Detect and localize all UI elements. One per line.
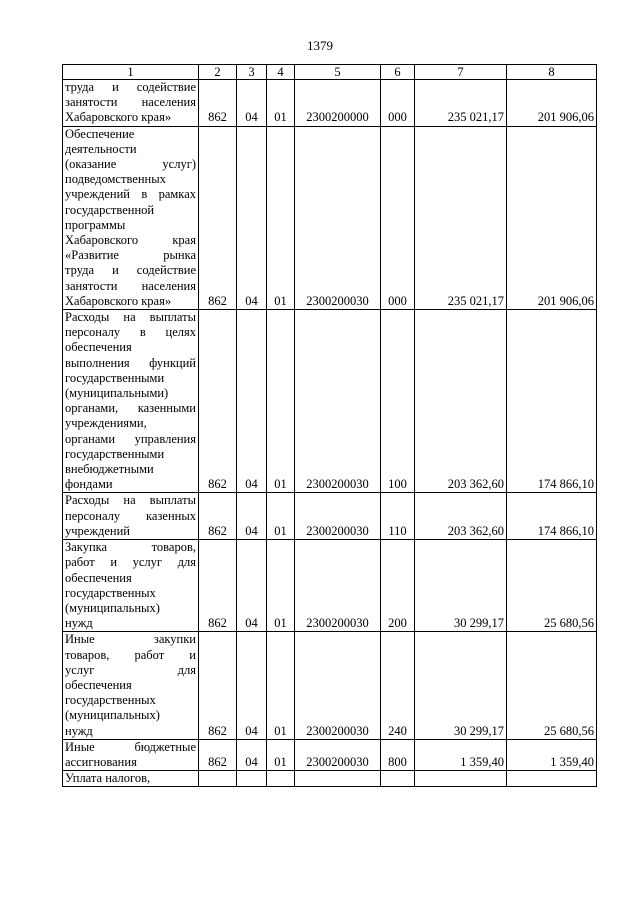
- target-article-cell: 2300200030: [295, 310, 381, 493]
- item-name-line: (оказание услуг): [65, 157, 196, 172]
- header-row: [63, 65, 597, 80]
- item-name-line: услуг для: [65, 662, 196, 677]
- table-body: [63, 80, 597, 787]
- target-article-cell: 2300200030: [295, 739, 381, 770]
- amount-year-2-cell: [507, 771, 597, 787]
- item-name-line: занятости населения: [65, 278, 196, 293]
- item-name-line: государственных: [65, 585, 156, 600]
- target-article-cell: 2300200030: [295, 540, 381, 632]
- expense-type-cell: 110: [381, 493, 415, 540]
- column-header-2: 2: [199, 65, 237, 80]
- item-name-line: деятельности: [65, 141, 137, 156]
- item-name-line: персоналу казенных: [65, 508, 196, 523]
- item-name-line: подведомственных: [65, 172, 166, 187]
- item-name-line: государственных: [65, 693, 156, 708]
- item-name-line: государственными: [65, 446, 165, 461]
- column-header-7: 7: [415, 65, 507, 80]
- section-cell: 04: [237, 540, 267, 632]
- item-name-cell: [63, 493, 199, 540]
- item-name-line: внебюджетными: [65, 462, 154, 477]
- amount-year-1-cell: 1 359,40: [415, 739, 507, 770]
- expense-type-cell: 100: [381, 310, 415, 493]
- section-cell: 04: [237, 632, 267, 739]
- code-chapter-cell: 862: [199, 310, 237, 493]
- budget-table: [62, 64, 597, 787]
- item-name-line: Расходы на выплаты: [65, 493, 196, 508]
- item-name-line: работ и услуг для: [65, 555, 196, 570]
- item-name-line: «Развитие рынка: [65, 248, 196, 263]
- item-name-line: труда и содействие: [65, 80, 196, 94]
- item-name-line: фондами: [65, 477, 113, 492]
- amount-year-2-cell: 174 866,10: [507, 310, 597, 493]
- item-name-line: Расходы на выплаты: [65, 310, 196, 325]
- amount-year-2-cell: 201 906,06: [507, 80, 597, 127]
- expense-type-cell: 800: [381, 739, 415, 770]
- subsection-cell: [267, 771, 295, 787]
- table-row: [63, 540, 597, 632]
- code-chapter-cell: 862: [199, 739, 237, 770]
- amount-year-1-cell: 235 021,17: [415, 126, 507, 309]
- amount-year-2-cell: 174 866,10: [507, 493, 597, 540]
- table-row: [63, 310, 597, 493]
- item-name-line: нужд: [65, 616, 93, 631]
- expense-type-cell: 200: [381, 540, 415, 632]
- item-name-cell: [63, 540, 199, 632]
- item-name-line: обеспечения: [65, 677, 132, 692]
- section-cell: 04: [237, 739, 267, 770]
- column-header-4: 4: [267, 65, 295, 80]
- item-name-line: Иные бюджетные: [65, 739, 196, 754]
- item-name-line: (муниципальных): [65, 600, 160, 615]
- target-article-cell: [295, 771, 381, 787]
- amount-year-1-cell: [415, 771, 507, 787]
- code-chapter-cell: 862: [199, 80, 237, 127]
- page-number: 1379: [307, 38, 333, 53]
- column-header-1: 1: [63, 65, 199, 80]
- target-article-cell: 2300200030: [295, 493, 381, 540]
- item-name-cell: [63, 310, 199, 493]
- expense-type-cell: 000: [381, 126, 415, 309]
- table-row: [63, 771, 597, 787]
- subsection-cell: 01: [267, 739, 295, 770]
- table-row: [63, 739, 597, 770]
- section-cell: 04: [237, 493, 267, 540]
- code-chapter-cell: 862: [199, 632, 237, 739]
- item-name-line: (муниципальными): [65, 386, 169, 401]
- expense-type-cell: [381, 771, 415, 787]
- amount-year-2-cell: 25 680,56: [507, 632, 597, 739]
- target-article-cell: 2300200030: [295, 632, 381, 739]
- subsection-cell: 01: [267, 310, 295, 493]
- item-name-line: государственными: [65, 370, 165, 385]
- amount-year-1-cell: 203 362,60: [415, 310, 507, 493]
- code-chapter-cell: 862: [199, 493, 237, 540]
- item-name-line: (муниципальных): [65, 708, 160, 723]
- item-name-line: Хабаровского края: [65, 233, 196, 248]
- item-name-line: обеспечения: [65, 340, 132, 355]
- section-cell: [237, 771, 267, 787]
- amount-year-1-cell: 235 021,17: [415, 80, 507, 127]
- item-name-line: выполнения функций: [65, 355, 196, 370]
- item-name-line: учреждений в рамках: [65, 187, 196, 202]
- item-name-cell: [63, 126, 199, 309]
- subsection-cell: 01: [267, 540, 295, 632]
- code-chapter-cell: [199, 771, 237, 787]
- amount-year-1-cell: 203 362,60: [415, 493, 507, 540]
- amount-year-1-cell: 30 299,17: [415, 632, 507, 739]
- item-name-line: органами, казенными: [65, 401, 196, 416]
- column-header-6: 6: [381, 65, 415, 80]
- subsection-cell: 01: [267, 80, 295, 127]
- item-name-cell: [63, 632, 199, 739]
- section-cell: 04: [237, 80, 267, 127]
- code-chapter-cell: 862: [199, 540, 237, 632]
- item-name-line: Хабаровского края»: [65, 293, 172, 308]
- item-name-line: органами управления: [65, 431, 196, 446]
- section-cell: 04: [237, 310, 267, 493]
- item-name-line: Обеспечение: [65, 126, 135, 141]
- expense-type-cell: 000: [381, 80, 415, 127]
- column-header-8: 8: [507, 65, 597, 80]
- item-name-line: учреждений: [65, 523, 130, 538]
- amount-year-2-cell: 201 906,06: [507, 126, 597, 309]
- amount-year-2-cell: 1 359,40: [507, 739, 597, 770]
- table-row: [63, 632, 597, 739]
- item-name-cell: [63, 739, 199, 770]
- item-name-line: занятости населения: [65, 95, 196, 110]
- section-cell: 04: [237, 126, 267, 309]
- code-chapter-cell: 862: [199, 126, 237, 309]
- item-name-line: программы: [65, 217, 126, 232]
- expense-type-cell: 240: [381, 632, 415, 739]
- item-name-line: Уплата налогов,: [65, 771, 151, 786]
- item-name-line: нужд: [65, 723, 93, 738]
- subsection-cell: 01: [267, 632, 295, 739]
- target-article-cell: 2300200000: [295, 80, 381, 127]
- table-row: [63, 493, 597, 540]
- item-name-cell: [63, 80, 199, 127]
- item-name-line: ассигнования: [65, 754, 137, 769]
- item-name-line: Хабаровского края»: [65, 110, 172, 125]
- table-row: [63, 80, 597, 127]
- subsection-cell: 01: [267, 493, 295, 540]
- target-article-cell: 2300200030: [295, 126, 381, 309]
- item-name-line: учреждениями,: [65, 416, 147, 431]
- column-header-5: 5: [295, 65, 381, 80]
- amount-year-1-cell: 30 299,17: [415, 540, 507, 632]
- amount-year-2-cell: 25 680,56: [507, 540, 597, 632]
- item-name-line: товаров, работ и: [65, 647, 196, 662]
- item-name-line: персоналу в целях: [65, 325, 196, 340]
- table-row: [63, 126, 597, 309]
- item-name-line: государственной: [65, 202, 155, 217]
- item-name-cell: [63, 771, 199, 787]
- item-name-line: труда и содействие: [65, 263, 196, 278]
- item-name-line: обеспечения: [65, 570, 132, 585]
- item-name-line: Закупка товаров,: [65, 540, 196, 555]
- subsection-cell: 01: [267, 126, 295, 309]
- column-header-3: 3: [237, 65, 267, 80]
- item-name-line: Иные закупки: [65, 632, 196, 647]
